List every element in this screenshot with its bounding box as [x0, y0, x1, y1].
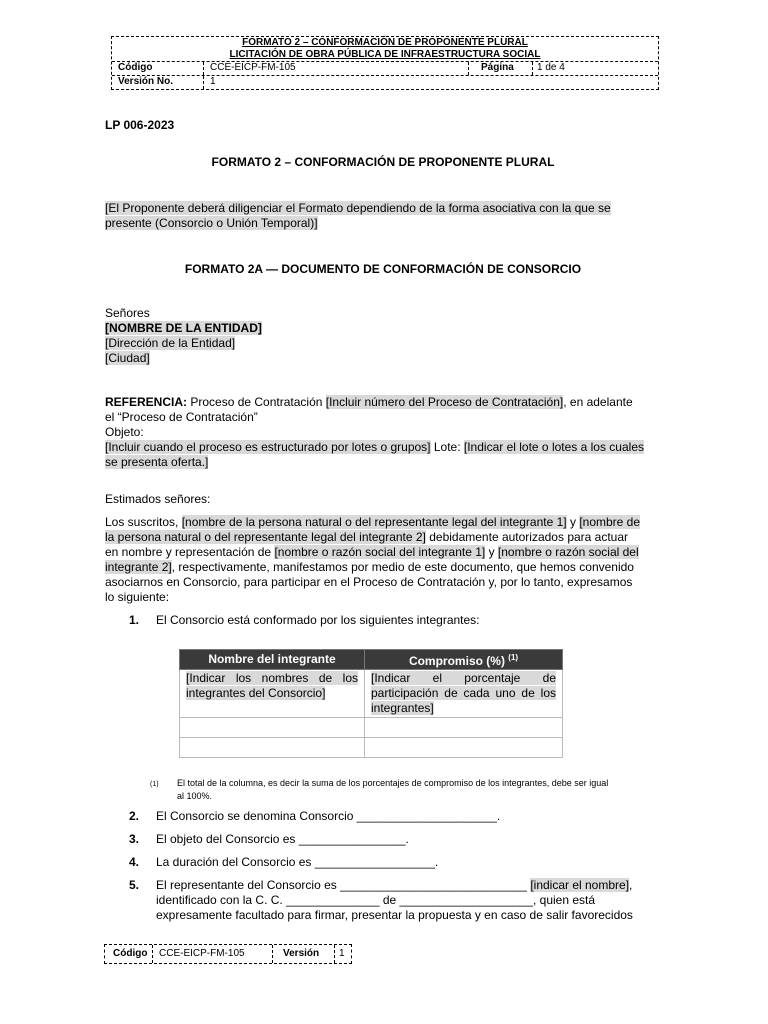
item-1-number: 1. — [129, 613, 140, 627]
body-line-2 — [105, 530, 628, 545]
table-row — [180, 670, 563, 718]
body-line-5: asociarnos en Consorcio, para participar en el Proceso de Contratación y, por lo tanto, expresamos — [105, 575, 633, 589]
body-text: y — [566, 515, 580, 529]
body-text: en nombre y representación de — [105, 545, 275, 559]
footer-box — [104, 944, 352, 964]
item-3-text: El objeto del Consorcio es ________________. — [156, 832, 409, 846]
objeto-line-2 — [105, 455, 208, 470]
table-row — [180, 738, 563, 758]
header-pagina-label: Página — [469, 62, 533, 75]
reference-line-1 — [105, 395, 633, 410]
footer-codigo-value: CCE-EICP-FM-105 — [153, 945, 273, 963]
item-5-line-2: identificado con la C. C. ______________ de ____________________, quien está — [156, 893, 596, 907]
item-1-text: El Consorcio está conformado por los siguientes integrantes: — [156, 613, 480, 627]
subtitle: FORMATO 2A — DOCUMENTO DE CONFORMACIÓN DE CONSORCIO — [184, 262, 582, 276]
body-highlight: [nombre o razón social del integrante 1] — [274, 545, 486, 559]
body-highlight: [nombre o razón social del — [497, 545, 639, 559]
objeto-highlight-2: [Indicar el lote o lotes a los cuales — [463, 440, 644, 454]
reference-label: REFERENCIA: — [105, 395, 188, 409]
header-codigo-label: Código — [112, 62, 204, 75]
members-table — [179, 649, 563, 758]
header-row-version — [112, 75, 658, 89]
body-text: y — [485, 545, 498, 559]
reference-highlight: [Incluir número del Proceso de Contratación] — [325, 395, 564, 409]
footnote-line-2: al 100%. — [177, 791, 213, 801]
body-text: debidamente autorizados para actuar — [425, 530, 629, 544]
entity-address-text: [Dirección de la Entidad] — [105, 336, 236, 350]
header-codigo-value: CCE-EICP-FM-105 — [204, 62, 469, 75]
body-line-3 — [105, 545, 639, 560]
objeto-highlight-3: se presenta oferta.] — [105, 455, 209, 469]
objeto-lote: Lote: — [430, 440, 464, 454]
item-4-text: La duración del Consorcio es __________________. — [156, 855, 439, 869]
col-header-name-text: Nombre del integrante — [208, 652, 336, 666]
footnote-mark: (1) — [150, 781, 159, 788]
col-header-sup: (1) — [508, 653, 519, 662]
header-title-1: FORMATO 2 – CONFORMACIÓN DE PROPONENTE PLURAL — [242, 37, 528, 48]
lp-number: LP 006-2023 — [105, 118, 175, 132]
header-pagina-value: 1 de 4 — [537, 62, 565, 73]
objeto-label: Objeto: — [105, 425, 144, 439]
reference-text-2: , en adelante — [563, 395, 633, 409]
item-4-number: 4. — [129, 855, 140, 869]
body-line-6: lo siguiente: — [105, 590, 170, 604]
header-version-label: Versión No. — [112, 76, 204, 89]
table-row — [180, 718, 563, 738]
table-cell-empty — [180, 718, 365, 738]
entity-name-text: [NOMBRE DE LA ENTIDAD] — [105, 321, 262, 335]
entity-city — [105, 351, 150, 366]
senores: Señores — [105, 306, 150, 320]
main-title: FORMATO 2 – CONFORMACIÓN DE PROPONENTE PLURAL — [211, 155, 555, 169]
instruction-line-1 — [105, 201, 661, 216]
body-highlight: integrante 2] — [105, 560, 172, 574]
table-cell-name — [180, 670, 365, 718]
body-highlight: la persona natural o del representante legal del integrante 2] — [105, 530, 426, 544]
body-highlight: [nombre de — [579, 515, 641, 529]
item-5-text: El representante del Consorcio es ____________________________ — [156, 878, 531, 892]
item-3-number: 3. — [129, 832, 140, 846]
body-line-1 — [105, 515, 640, 530]
reference-text-1: Proceso de Contratación — [187, 395, 326, 409]
greeting: Estimados señores: — [105, 492, 211, 506]
body-text: Los suscritos, — [105, 515, 182, 529]
col-header-commit — [365, 650, 563, 670]
body-line-4 — [105, 560, 634, 575]
col-header-commit-text: Compromiso (%) — [408, 654, 505, 668]
members-table-header — [180, 650, 563, 670]
instruction-line-2 — [105, 216, 318, 231]
objeto-highlight-1: [Incluir cuando el proceso es estructurado por lotes o grupos] — [105, 440, 431, 454]
entity-name — [105, 321, 262, 336]
item-5-line-3: expresamente facultado para firmar, presentar la propuesta y en caso de salir favorecidos — [156, 908, 633, 922]
objeto-line-1 — [105, 440, 644, 455]
footer-version-label: Versión — [273, 945, 335, 963]
entity-city-text: [Ciudad] — [105, 351, 150, 365]
instruction-text-2: presente (Consorcio o Unión Temporal)] — [105, 216, 318, 230]
item-2-number: 2. — [129, 809, 140, 823]
item-2-text: El Consorcio se denomina Consorcio _____________________. — [156, 809, 501, 823]
header-box — [111, 36, 659, 90]
header-version-value: 1 — [210, 76, 216, 87]
header-title-2: LICITACIÓN DE OBRA PÚBLICA DE INFRAESTRUCTURA SOCIAL — [229, 49, 541, 60]
header-row-codigo — [112, 61, 658, 75]
col-header-name — [180, 650, 365, 670]
table-cell-commit — [365, 670, 563, 718]
table-cell-empty — [365, 738, 563, 758]
table-cell-empty — [180, 738, 365, 758]
entity-address — [105, 336, 235, 351]
table-cell-name-text: [Indicar los nombres de los integrantes del Consorcio] — [186, 671, 358, 700]
body-highlight: [nombre de la persona natural o del representante legal del integrante 1] — [181, 515, 567, 529]
table-cell-empty — [365, 718, 563, 738]
item-5-number: 5. — [129, 878, 140, 892]
body-text: , respectivamente, manifestamos por medio de este documento, que hemos convenido — [171, 560, 634, 574]
item-5-line-1 — [156, 878, 632, 893]
item-5-text: , — [629, 878, 633, 892]
footer-version-value: 1 — [339, 948, 345, 959]
reference-line-2: el “Proceso de Contratación” — [105, 410, 258, 424]
instruction-text-1: [El Proponente deberá diligenciar el Formato dependiendo de la forma asociativa con la que se — [105, 201, 611, 215]
table-cell-commit-text: [Indicar el porcentaje de participación de cada uno de los integrantes] — [371, 671, 556, 715]
footnote-line-1: El total de la columna, es decir la suma de los porcentajes de compromiso de los integrantes, debe ser igual — [177, 778, 609, 788]
item-5-highlight: [indicar el nombre] — [530, 878, 630, 892]
footer-codigo-label: Código — [105, 945, 153, 963]
